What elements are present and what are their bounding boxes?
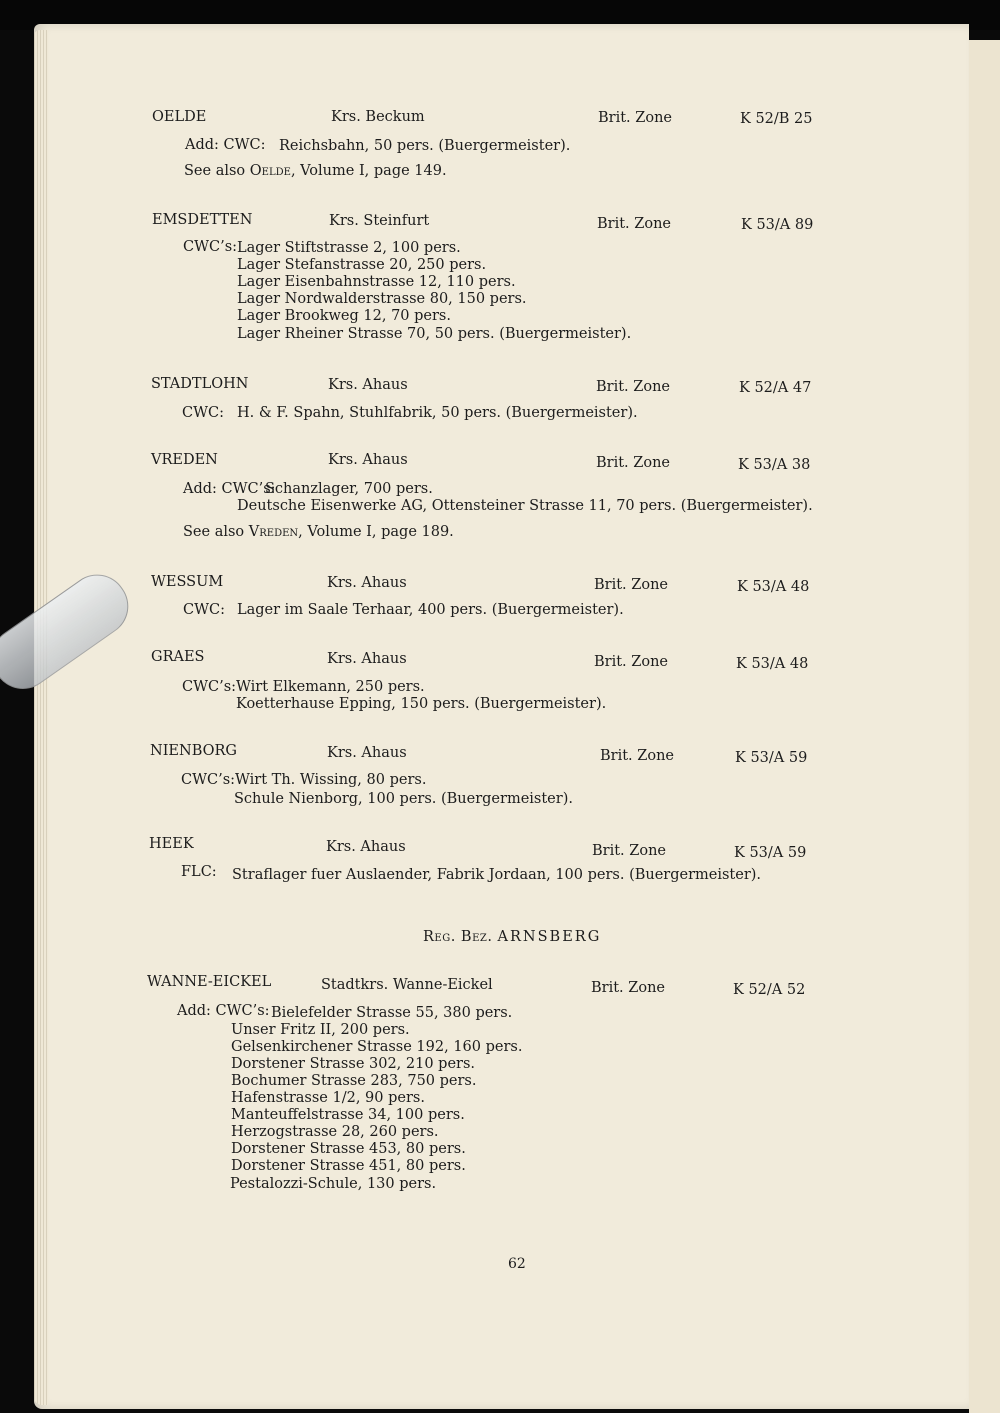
entry-town-graes: GRAES <box>151 649 205 665</box>
entry-district: Krs. Ahaus <box>327 745 407 761</box>
entry-zone: Brit. Zone <box>591 980 665 996</box>
entry-map-ref: K 53/A 59 <box>735 750 808 766</box>
entry-map-ref: K 52/A 52 <box>733 982 806 998</box>
entry-district: Krs. Ahaus <box>327 651 407 667</box>
entry-label: FLC: <box>181 864 217 880</box>
entry-zone: Brit. Zone <box>598 110 672 126</box>
entry-line: Wirt Th. Wissing, 80 pers. <box>235 772 427 788</box>
entry-line: Herzogstrasse 28, 260 pers. <box>231 1124 439 1140</box>
see-also-prefix: See also <box>183 524 245 540</box>
entry-line: Lager Stefanstrasse 20, 250 pers. <box>237 257 487 273</box>
entry-zone: Brit. Zone <box>600 748 674 764</box>
entry-label: CWC’s: <box>182 679 237 695</box>
entry-add-label: Add: CWC’s: <box>183 481 276 497</box>
see-also-ref: , Volume I, page 149. <box>290 163 447 179</box>
entry-town-nienborg: NIENBORG <box>150 743 237 759</box>
entry-line: Schule Nienborg, 100 pers. (Buergermeister). <box>234 791 573 807</box>
entry-line: Bielefelder Strasse 55, 380 pers. <box>271 1005 513 1021</box>
facing-page-edge <box>969 40 1000 1413</box>
entry-map-ref: K 53/A 48 <box>736 656 809 672</box>
section-heading-name: ARNSBERG <box>497 929 602 945</box>
entry-add-label: Add: CWC’s: <box>177 1003 270 1019</box>
entry-line: Lager Brookweg 12, 70 pers. <box>237 308 451 324</box>
entry-map-ref: K 53/A 89 <box>741 217 814 233</box>
entry-district: Stadtkrs. Wanne-Eickel <box>321 977 493 993</box>
entry-zone: Brit. Zone <box>596 455 670 471</box>
entry-line: Dorstener Strasse 453, 80 pers. <box>231 1141 466 1157</box>
entry-line: Wirt Elkemann, 250 pers. <box>236 679 425 695</box>
document-page <box>34 24 969 1409</box>
see-also-prefix: See also <box>184 163 246 179</box>
entry-town-emsdetten: EMSDETTEN <box>152 212 253 228</box>
entry-zone: Brit. Zone <box>594 654 668 670</box>
entry-district: Krs. Ahaus <box>326 839 406 855</box>
entry-district: Krs. Beckum <box>331 109 425 125</box>
entry-map-ref: K 52/B 25 <box>740 111 813 127</box>
page-stack-edges <box>34 30 48 1405</box>
entry-town-wessum: WESSUM <box>151 574 224 590</box>
entry-line: Lager Eisenbahnstrasse 12, 110 pers. <box>237 274 516 290</box>
entry-line: Lager Rheiner Strasse 70, 50 pers. (Buergermeister). <box>237 326 632 342</box>
entry-line: Lager Nordwalderstrasse 80, 150 pers. <box>237 291 527 307</box>
entry-map-ref: K 53/A 48 <box>737 579 810 595</box>
see-also-note <box>183 524 454 541</box>
entry-town-wanne-eickel: WANNE-EICKEL <box>147 974 272 990</box>
see-also-town: Oelde <box>249 163 291 179</box>
entry-line: Schanzlager, 700 pers. <box>265 481 433 497</box>
see-also-note <box>184 163 447 180</box>
entry-zone: Brit. Zone <box>592 843 666 859</box>
entry-zone: Brit. Zone <box>596 379 670 395</box>
entry-line: Koetterhause Epping, 150 pers. (Buergermeister). <box>236 696 607 712</box>
section-heading-prefix: Reg. Bez. <box>423 929 493 945</box>
entry-town-stadtlohn: STADTLOHN <box>151 376 249 392</box>
entry-district: Krs. Ahaus <box>328 452 408 468</box>
entry-label: CWC: <box>182 405 224 421</box>
entry-line: Unser Fritz II, 200 pers. <box>231 1022 410 1038</box>
entry-district: Krs. Steinfurt <box>329 213 430 229</box>
entry-line: Hafenstrasse 1/2, 90 pers. <box>231 1090 425 1106</box>
entry-line: Straflager fuer Auslaender, Fabrik Jordaan, 100 pers. (Buergermeister). <box>232 867 762 883</box>
entry-map-ref: K 52/A 47 <box>739 380 812 396</box>
entry-line: Gelsenkirchener Strasse 192, 160 pers. <box>231 1039 523 1055</box>
entry-line: H. & F. Spahn, Stuhlfabrik, 50 pers. (Buergermeister). <box>237 405 638 421</box>
entry-line: Manteuffelstrasse 34, 100 pers. <box>231 1107 465 1123</box>
entry-town-vreden: VREDEN <box>151 452 218 468</box>
entry-label: CWC’s: <box>181 772 236 788</box>
see-also-ref: , Volume I, page 189. <box>298 524 454 540</box>
entry-district: Krs. Ahaus <box>328 377 408 393</box>
entry-line: Bochumer Strasse 283, 750 pers. <box>231 1073 477 1089</box>
entry-town-oelde: OELDE <box>152 109 207 125</box>
entry-zone: Brit. Zone <box>594 577 668 593</box>
entry-line: Lager Stiftstrasse 2, 100 pers. <box>237 240 461 256</box>
entry-map-ref: K 53/A 59 <box>734 845 807 861</box>
entry-town-heek: HEEK <box>149 836 194 852</box>
page-number: 62 <box>508 1256 526 1272</box>
entry-line: Dorstener Strasse 451, 80 pers. <box>231 1158 466 1174</box>
entry-line: Dorstener Strasse 302, 210 pers. <box>231 1056 476 1072</box>
entry-map-ref: K 53/A 38 <box>738 457 811 473</box>
entry-label: CWC’s: <box>183 239 238 255</box>
entry-district: Krs. Ahaus <box>327 575 407 591</box>
entry-zone: Brit. Zone <box>597 216 671 232</box>
entry-label: CWC: <box>183 602 225 618</box>
entry-line: Deutsche Eisenwerke AG, Ottensteiner Strasse 11, 70 pers. (Buergermeister). <box>237 498 813 514</box>
entry-add-label: Add: CWC: <box>185 137 266 153</box>
see-also-town: Vreden <box>248 524 299 540</box>
entry-line: Lager im Saale Terhaar, 400 pers. (Buergermeister). <box>237 602 624 618</box>
section-heading <box>423 929 601 946</box>
entry-line: Reichsbahn, 50 pers. (Buergermeister). <box>279 138 571 154</box>
entry-line: Pestalozzi-Schule, 130 pers. <box>230 1176 437 1192</box>
